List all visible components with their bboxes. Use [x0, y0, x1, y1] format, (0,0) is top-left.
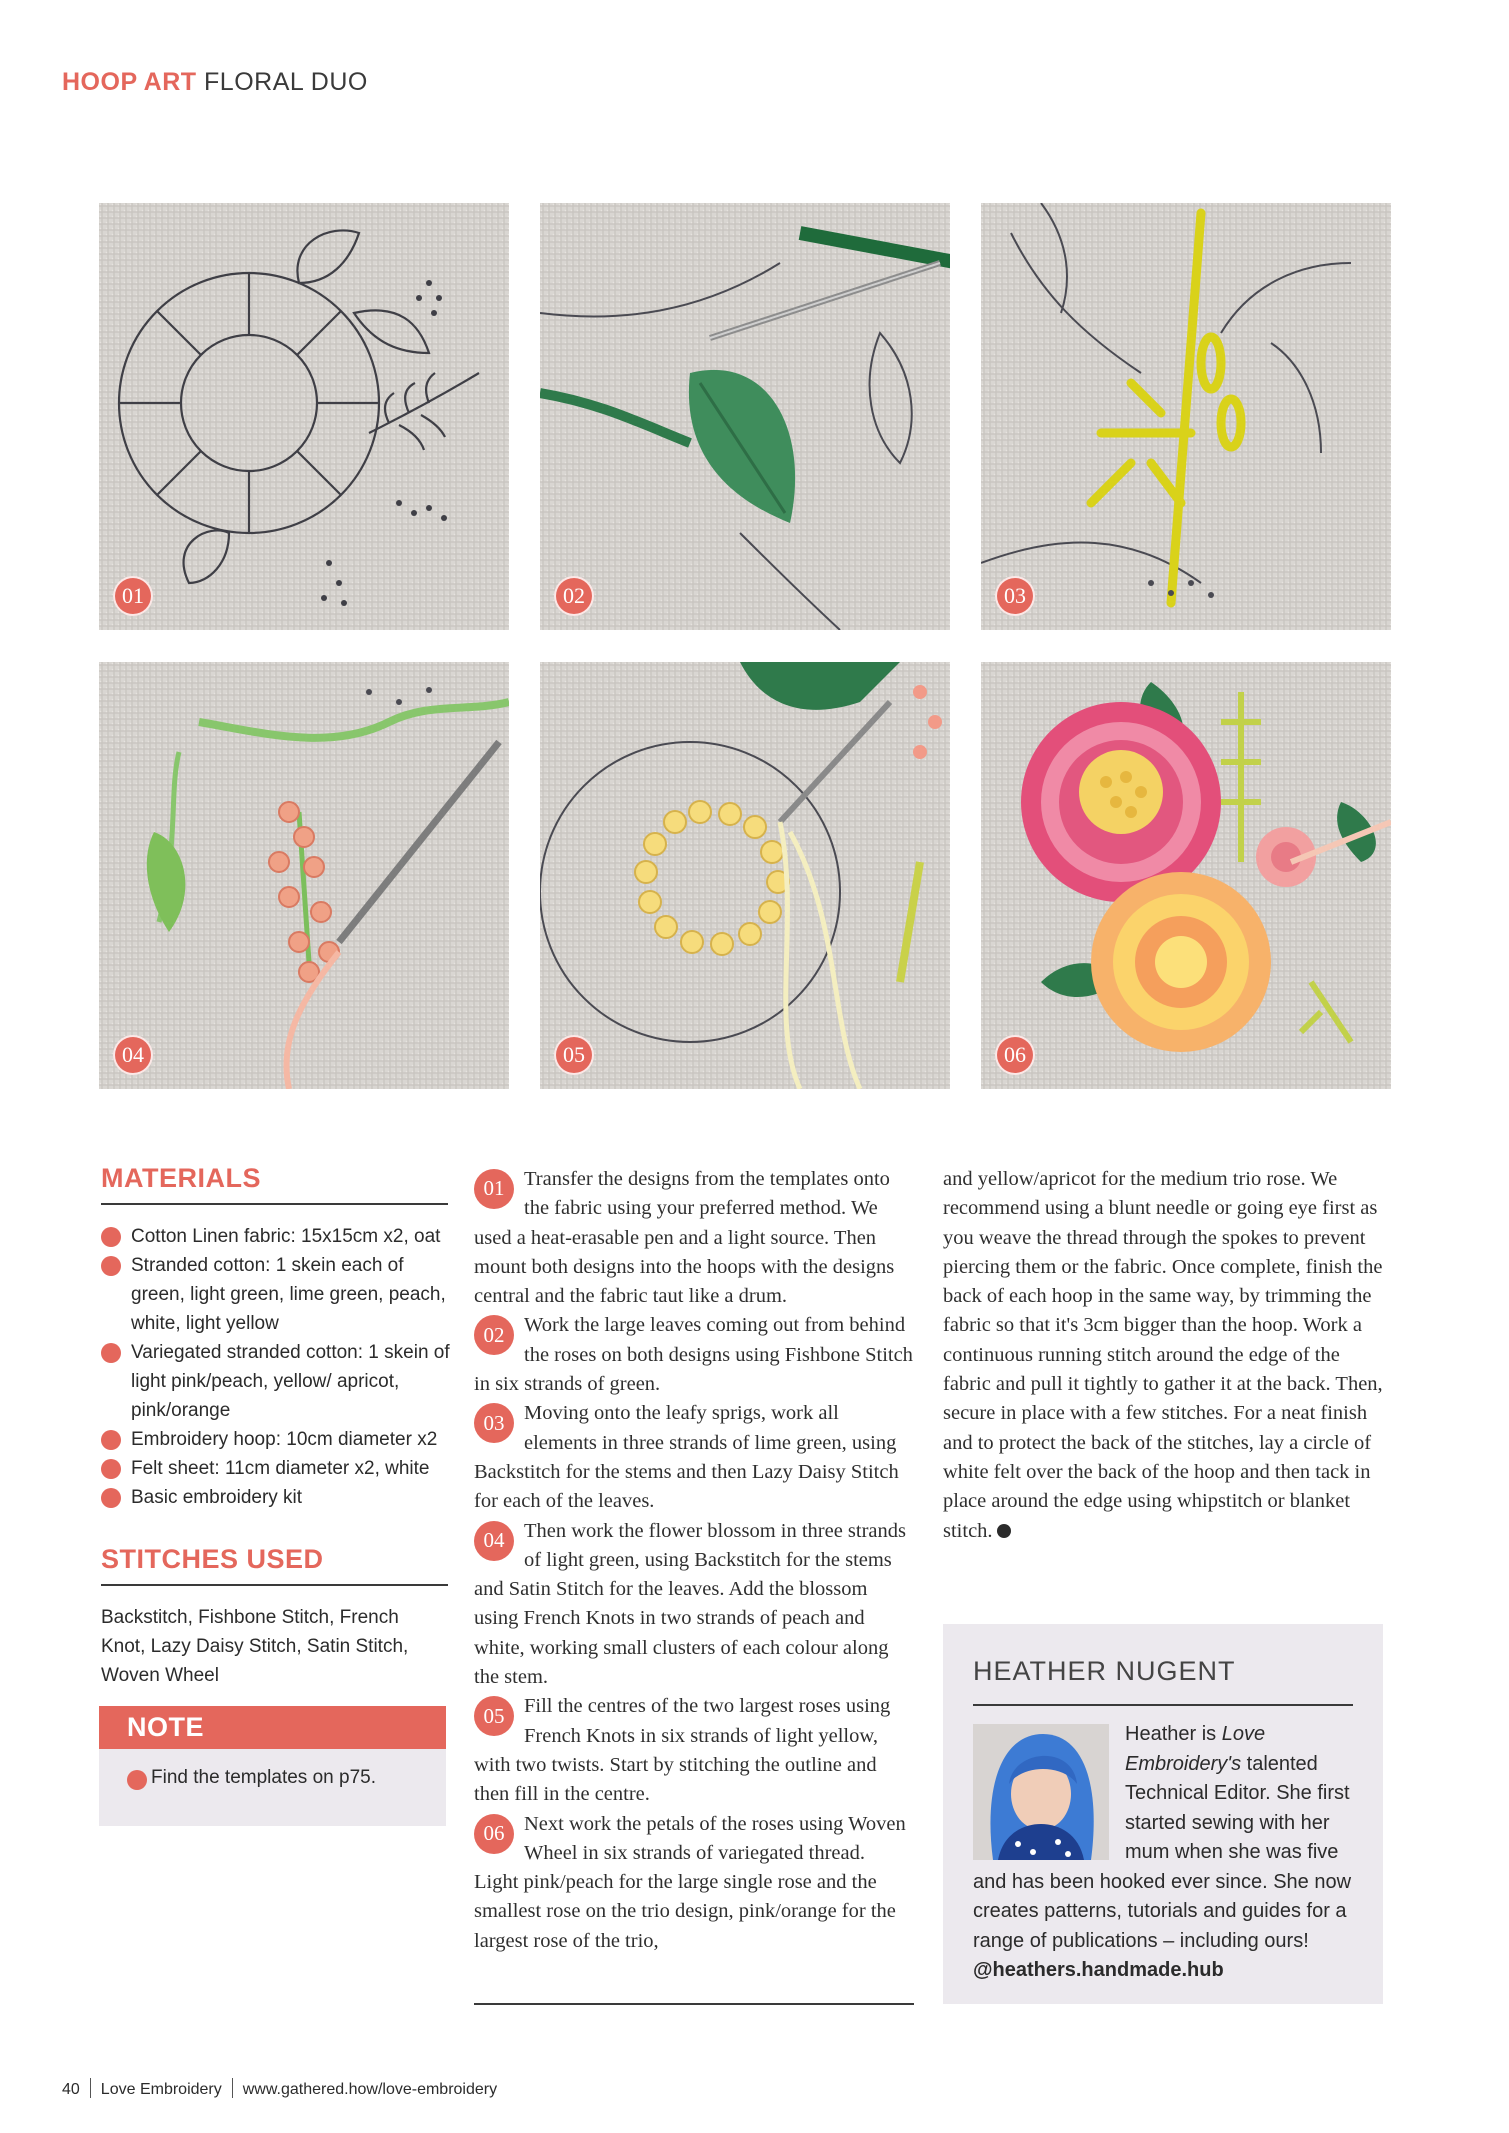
lazy-daisy-sprig-photo	[981, 203, 1391, 630]
step-02: 02 Work the large leaves coming out from behind the roses on both designs using Fishbone Stitch in six strands of green.	[474, 1314, 913, 1396]
bullet-icon	[101, 1227, 121, 1247]
note-body	[99, 1749, 446, 1789]
list-item: Embroidery hoop: 10cm diameter x2	[101, 1425, 451, 1454]
list-item: Cotton Linen fabric: 15x15cm x2, oat	[101, 1222, 451, 1251]
step-04: 04 Then work the flower blossom in three strands of light green, using Backstitch for the stems and Satin Stitch for the leaves. Add the blossom using French Knots in two strands of peach and white, working small clusters of each colour along the stem.	[474, 1519, 907, 1689]
step-photo-02	[540, 203, 950, 630]
bio-text: Heather is Love Embroidery's talented Technical Editor. She first started sewing with her mum when she was five and has been hooked ever since. She now creates patterns, tutorials and guides for a range of publications – including ours! @heathers.handmade.hub	[973, 1723, 1352, 1981]
list-item: Basic embroidery kit	[101, 1483, 451, 1512]
author-bio-box	[943, 1624, 1383, 2004]
steps-rule	[474, 2003, 914, 2005]
footer-url: www.gathered.how/love-embroidery	[242, 2081, 498, 2098]
step-photo-03	[981, 203, 1391, 630]
stitches-title: STITCHES USED	[101, 1544, 324, 1574]
list-item: Stranded cotton: 1 skein each of green, light green, lime green, peach, white, light yellow	[101, 1251, 451, 1338]
continuation-text: and yellow/apricot for the medium trio rose. We recommend using a blunt needle or going eye first as you weave the thread through the spokes to prevent piercing them or the fabric. Once complete, finish the back of each hoop in the same way, by trimming the fabric so that it's 3cm bigger than the hoop. Work a continuous running stitch around the edge of the fabric and pull it tightly to gather it at the back. Then, secure in place with a few stitches. For a neat finish and to protect the back of the stitches, lay a circle of white felt over the back of the hoop and then tack in place around the edge using whipstitch or blanket stitch.	[943, 1168, 1383, 1542]
list-item: Variegated stranded cotton: 1 skein of light pink/peach, yellow/ apricot, pink/orange	[101, 1338, 451, 1425]
photo-step-badge: 03	[995, 576, 1035, 616]
bullet-icon	[101, 1343, 121, 1363]
list-item: Felt sheet: 11cm diameter x2, white	[101, 1454, 451, 1483]
bio-rule	[973, 1704, 1353, 1706]
bullet-icon	[127, 1770, 147, 1790]
step-photo-04	[99, 662, 509, 1089]
photo-step-badge: 06	[995, 1035, 1035, 1075]
fishbone-leaf-photo	[540, 203, 950, 630]
steps-column	[474, 1165, 914, 1956]
materials-rule	[101, 1203, 448, 1205]
step-number: 03	[474, 1403, 514, 1443]
step-05: 05 Fill the centres of the two largest roses using French Knots in six strands of light yellow, with two twists. Start by stitching the outline and then fill in the centre.	[474, 1695, 891, 1806]
end-mark-icon	[997, 1524, 1011, 1538]
photo-step-badge: 01	[113, 576, 153, 616]
stitches-text: Backstitch, Fishbone Stitch, French Knot, Lazy Daisy Stitch, Satin Stitch, Woven Wheel	[101, 1607, 409, 1686]
page-number: 40	[62, 2081, 80, 2098]
divider	[232, 2078, 233, 2098]
photo-step-badge: 02	[554, 576, 594, 616]
photo-step-badge: 05	[554, 1035, 594, 1075]
author-photo	[973, 1724, 1109, 1860]
stitches-rule	[101, 1584, 448, 1586]
bio-title: HEATHER NUGENT	[973, 1656, 1236, 1686]
step-01: 01 Transfer the designs from the templates onto the fabric using your preferred method. We used a heat-erasable pen and a light source. Then mount both designs into the hoops with the designs central and the fabric taut like a drum.	[474, 1168, 895, 1308]
pen-sketch-photo	[99, 203, 509, 630]
step-number: 05	[474, 1696, 514, 1736]
note-text: Find the templates on p75.	[151, 1767, 376, 1788]
page-header	[62, 68, 368, 97]
page-footer	[62, 2078, 497, 2099]
step-photo-05	[540, 662, 950, 1089]
step-03: 03 Moving onto the leafy sprigs, work all elements in three strands of lime green, using Backstitch for the stems and then Lazy Daisy Stitch for each of the leaves.	[474, 1402, 899, 1513]
header-title: FLORAL DUO	[204, 68, 368, 96]
author-portrait	[973, 1724, 1109, 1860]
step-photo-01	[99, 203, 509, 630]
note-title: NOTE	[99, 1706, 446, 1749]
note-box	[99, 1706, 446, 1826]
bullet-icon	[101, 1459, 121, 1479]
french-knot-blossom-photo	[99, 662, 509, 1089]
step-number: 02	[474, 1315, 514, 1355]
step-number: 04	[474, 1521, 514, 1561]
header-highlight: HOOP ART	[62, 68, 197, 96]
bullet-icon	[101, 1488, 121, 1508]
photo-step-badge: 04	[113, 1035, 153, 1075]
materials-list	[101, 1222, 451, 1512]
bullet-icon	[101, 1430, 121, 1450]
materials-title: MATERIALS	[101, 1163, 261, 1193]
bio-handle: @heathers.handmade.hub	[973, 1959, 1224, 1981]
bullet-icon	[101, 1256, 121, 1276]
step-photo-06	[981, 662, 1391, 1089]
woven-wheel-roses-photo	[981, 662, 1391, 1089]
step-number: 06	[474, 1814, 514, 1854]
step-number: 01	[474, 1169, 514, 1209]
yellow-french-knot-ring-photo	[540, 662, 950, 1089]
step-06: 06 Next work the petals of the roses using Woven Wheel in six strands of variegated thread. Light pink/peach for the large single rose and the smallest rose on the trio design, pink/orange for the largest rose of the trio,	[474, 1812, 906, 1952]
divider	[90, 2078, 91, 2098]
magazine-name: Love Embroidery	[100, 2081, 222, 2098]
